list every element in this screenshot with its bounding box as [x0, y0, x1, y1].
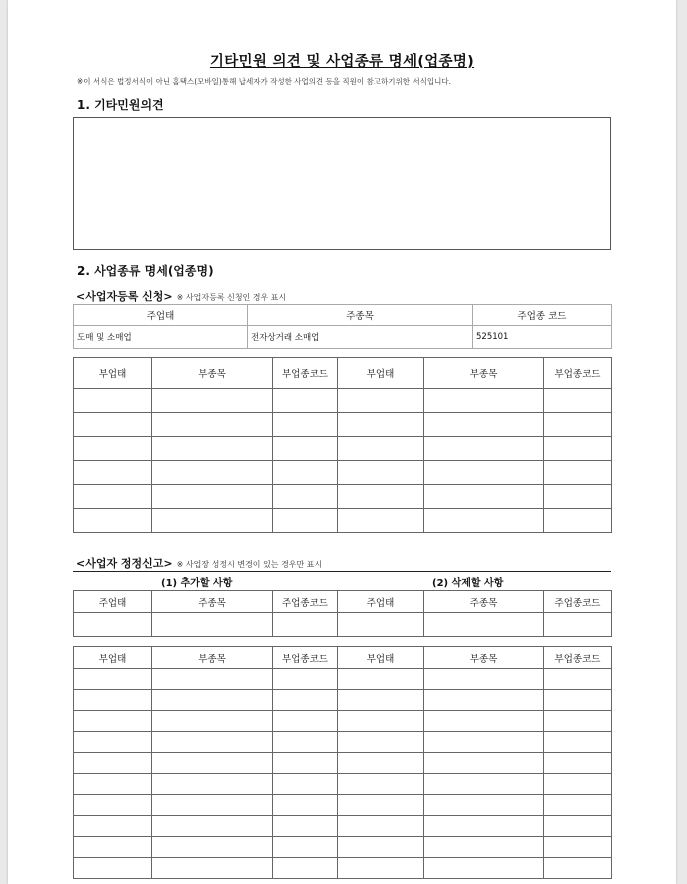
registration-main-table [73, 304, 612, 349]
header-main-code: 주업종 코드 [473, 305, 612, 326]
table-cell[interactable] [273, 613, 338, 637]
header-del-main-business-type: 주업태 [338, 591, 424, 613]
table-cell[interactable] [424, 732, 544, 753]
header-del-main-item: 주종목 [424, 591, 544, 613]
main-business-type-value[interactable]: 도매 및 소매업 [74, 326, 248, 349]
correction-label [76, 555, 322, 571]
table-cell[interactable] [424, 858, 544, 879]
table-cell[interactable] [424, 485, 544, 509]
table-cell[interactable] [338, 413, 424, 437]
table-row [74, 669, 612, 690]
table-cell[interactable] [544, 795, 612, 816]
table-cell[interactable] [424, 795, 544, 816]
header-del-main-code: 주업종코드 [544, 591, 612, 613]
table-row [74, 795, 612, 816]
table-cell[interactable] [424, 774, 544, 795]
table-row [74, 753, 612, 774]
table-cell[interactable] [152, 509, 273, 533]
main-item-value[interactable]: 전자상거래 소매업 [248, 326, 473, 349]
table-cell[interactable] [544, 461, 612, 485]
table-cell[interactable] [273, 711, 338, 732]
table-cell[interactable] [424, 711, 544, 732]
table-cell[interactable] [152, 669, 273, 690]
table-cell[interactable] [544, 837, 612, 858]
table-cell[interactable] [74, 669, 152, 690]
table-cell[interactable] [424, 690, 544, 711]
table-cell[interactable] [273, 485, 338, 509]
table-cell[interactable] [152, 461, 273, 485]
registration-sub-table [73, 357, 612, 533]
table-cell[interactable] [424, 837, 544, 858]
table-cell[interactable] [152, 613, 273, 637]
opinion-textarea[interactable] [73, 117, 611, 250]
table-cell[interactable] [338, 461, 424, 485]
table-cell[interactable] [273, 858, 338, 879]
table-cell[interactable] [273, 389, 338, 413]
table-cell[interactable] [152, 732, 273, 753]
header-sub-business-type: 부업태 [74, 358, 152, 389]
table-row [74, 437, 612, 461]
table-cell[interactable] [424, 509, 544, 533]
table-cell[interactable] [424, 461, 544, 485]
table-cell[interactable] [273, 509, 338, 533]
table-cell[interactable] [338, 669, 424, 690]
table-cell[interactable] [273, 669, 338, 690]
header-del-sub-code: 부업종코드 [544, 647, 612, 669]
table-cell[interactable] [544, 669, 612, 690]
table-cell[interactable] [273, 461, 338, 485]
table-cell[interactable] [273, 795, 338, 816]
table-cell[interactable] [273, 837, 338, 858]
table-cell[interactable] [544, 858, 612, 879]
table-cell[interactable] [74, 753, 152, 774]
table-cell[interactable] [544, 732, 612, 753]
table-cell[interactable] [152, 437, 273, 461]
correction-label-text: <사업자 정정신고> [76, 557, 173, 570]
table-cell[interactable] [544, 389, 612, 413]
table-cell[interactable] [338, 858, 424, 879]
correction-divider [73, 571, 611, 572]
header-add-sub-business-type: 부업태 [74, 647, 152, 669]
table-cell[interactable] [544, 711, 612, 732]
table-cell[interactable] [273, 816, 338, 837]
table-cell[interactable] [338, 437, 424, 461]
table-cell[interactable] [424, 753, 544, 774]
header-sub-item: 부종목 [152, 358, 273, 389]
form-notice: ※이 서식은 법정서식이 아닌 홈택스(모바일)통해 납세자가 작성한 사업의견 등을 직원이 참고하기위한 서식입니다. [77, 77, 452, 86]
table-cell[interactable] [152, 485, 273, 509]
header-add-sub-item: 부종목 [152, 647, 273, 669]
table-cell[interactable] [544, 413, 612, 437]
table-cell[interactable] [152, 753, 273, 774]
table-cell[interactable] [273, 690, 338, 711]
header-add-main-item: 주종목 [152, 591, 273, 613]
correction-sub-table [73, 646, 612, 879]
add-caption: (1) 추가할 사항 [161, 578, 233, 589]
table-row [74, 816, 612, 837]
correction-main-table [73, 590, 612, 637]
table-cell[interactable] [74, 437, 152, 461]
table-cell[interactable] [544, 613, 612, 637]
table-cell[interactable] [273, 732, 338, 753]
correction-note: ※ 사업장 성정시 변경이 있는 경우만 표시 [176, 560, 323, 569]
table-row [74, 711, 612, 732]
table-cell[interactable] [152, 795, 273, 816]
document-title: 기타민원 의견 및 사업종류 명세(업종명) [209, 54, 475, 70]
header-add-main-code: 주업종코드 [273, 591, 338, 613]
table-cell[interactable] [544, 753, 612, 774]
table-cell[interactable] [544, 690, 612, 711]
table-cell[interactable] [338, 774, 424, 795]
table-row [74, 485, 612, 509]
section2-heading: 2. 사업종류 명세(업종명) [77, 264, 214, 278]
section1-heading: 1. 기타민원의견 [77, 98, 164, 112]
header-sub-business-type-2: 부업태 [338, 358, 424, 389]
table-cell[interactable] [338, 795, 424, 816]
header-sub-item-2: 부종목 [424, 358, 544, 389]
table-cell[interactable] [74, 389, 152, 413]
table-cell[interactable] [74, 795, 152, 816]
table-cell[interactable] [424, 613, 544, 637]
header-add-sub-code: 부업종코드 [273, 647, 338, 669]
table-cell[interactable] [424, 816, 544, 837]
table-cell[interactable] [152, 413, 273, 437]
table-cell[interactable] [74, 858, 152, 879]
registration-label [76, 288, 286, 304]
table-row [74, 389, 612, 413]
table-cell[interactable] [544, 816, 612, 837]
table-cell[interactable] [152, 816, 273, 837]
table-cell[interactable] [74, 837, 152, 858]
table-cell[interactable] [338, 389, 424, 413]
table-row [74, 732, 612, 753]
main-code-value[interactable]: 525101 [473, 326, 612, 349]
table-cell[interactable] [273, 437, 338, 461]
header-del-sub-business-type: 부업태 [338, 647, 424, 669]
table-cell[interactable] [74, 613, 152, 637]
table-cell[interactable] [338, 711, 424, 732]
table-cell[interactable] [273, 774, 338, 795]
delete-caption: (2) 삭제할 사항 [432, 578, 504, 589]
form-page [8, 0, 676, 884]
table-cell[interactable] [74, 711, 152, 732]
registration-note: ※ 사업자등록 신청인 경우 표시 [176, 293, 287, 302]
table-cell[interactable] [338, 690, 424, 711]
table-cell[interactable] [273, 753, 338, 774]
header-main-business-type: 주업태 [74, 305, 248, 326]
table-cell[interactable] [338, 816, 424, 837]
table-cell[interactable] [152, 858, 273, 879]
table-cell[interactable] [338, 509, 424, 533]
table-cell[interactable] [544, 509, 612, 533]
table-cell[interactable] [544, 437, 612, 461]
table-cell[interactable] [544, 774, 612, 795]
table-cell[interactable] [152, 690, 273, 711]
table-row [74, 690, 612, 711]
table-cell[interactable] [74, 461, 152, 485]
table-row [74, 858, 612, 879]
registration-label-text: <사업자등록 신청> [76, 290, 173, 303]
table-cell[interactable] [74, 732, 152, 753]
table-row [74, 774, 612, 795]
table-cell[interactable] [338, 753, 424, 774]
table-cell[interactable] [338, 732, 424, 753]
header-del-sub-item: 부종목 [424, 647, 544, 669]
table-cell[interactable] [74, 485, 152, 509]
table-cell[interactable] [424, 413, 544, 437]
table-cell[interactable] [424, 389, 544, 413]
table-cell[interactable] [424, 669, 544, 690]
table-row [74, 413, 612, 437]
table-cell[interactable] [152, 711, 273, 732]
header-sub-code: 부업종코드 [273, 358, 338, 389]
table-cell[interactable] [74, 816, 152, 837]
table-cell[interactable] [273, 413, 338, 437]
header-add-main-business-type: 주업태 [74, 591, 152, 613]
table-cell[interactable] [74, 413, 152, 437]
table-row [74, 509, 612, 533]
header-sub-code-2: 부업종코드 [544, 358, 612, 389]
table-cell[interactable] [338, 485, 424, 509]
table-cell[interactable] [338, 613, 424, 637]
table-row [74, 613, 612, 637]
table-cell[interactable] [338, 837, 424, 858]
header-main-item: 주종목 [248, 305, 473, 326]
table-cell[interactable] [74, 774, 152, 795]
table-cell[interactable] [424, 437, 544, 461]
table-cell[interactable] [544, 485, 612, 509]
table-cell[interactable] [74, 509, 152, 533]
table-cell[interactable] [152, 837, 273, 858]
table-row [74, 461, 612, 485]
table-cell[interactable] [152, 774, 273, 795]
table-cell[interactable] [152, 389, 273, 413]
table-cell[interactable] [74, 690, 152, 711]
table-row [74, 837, 612, 858]
